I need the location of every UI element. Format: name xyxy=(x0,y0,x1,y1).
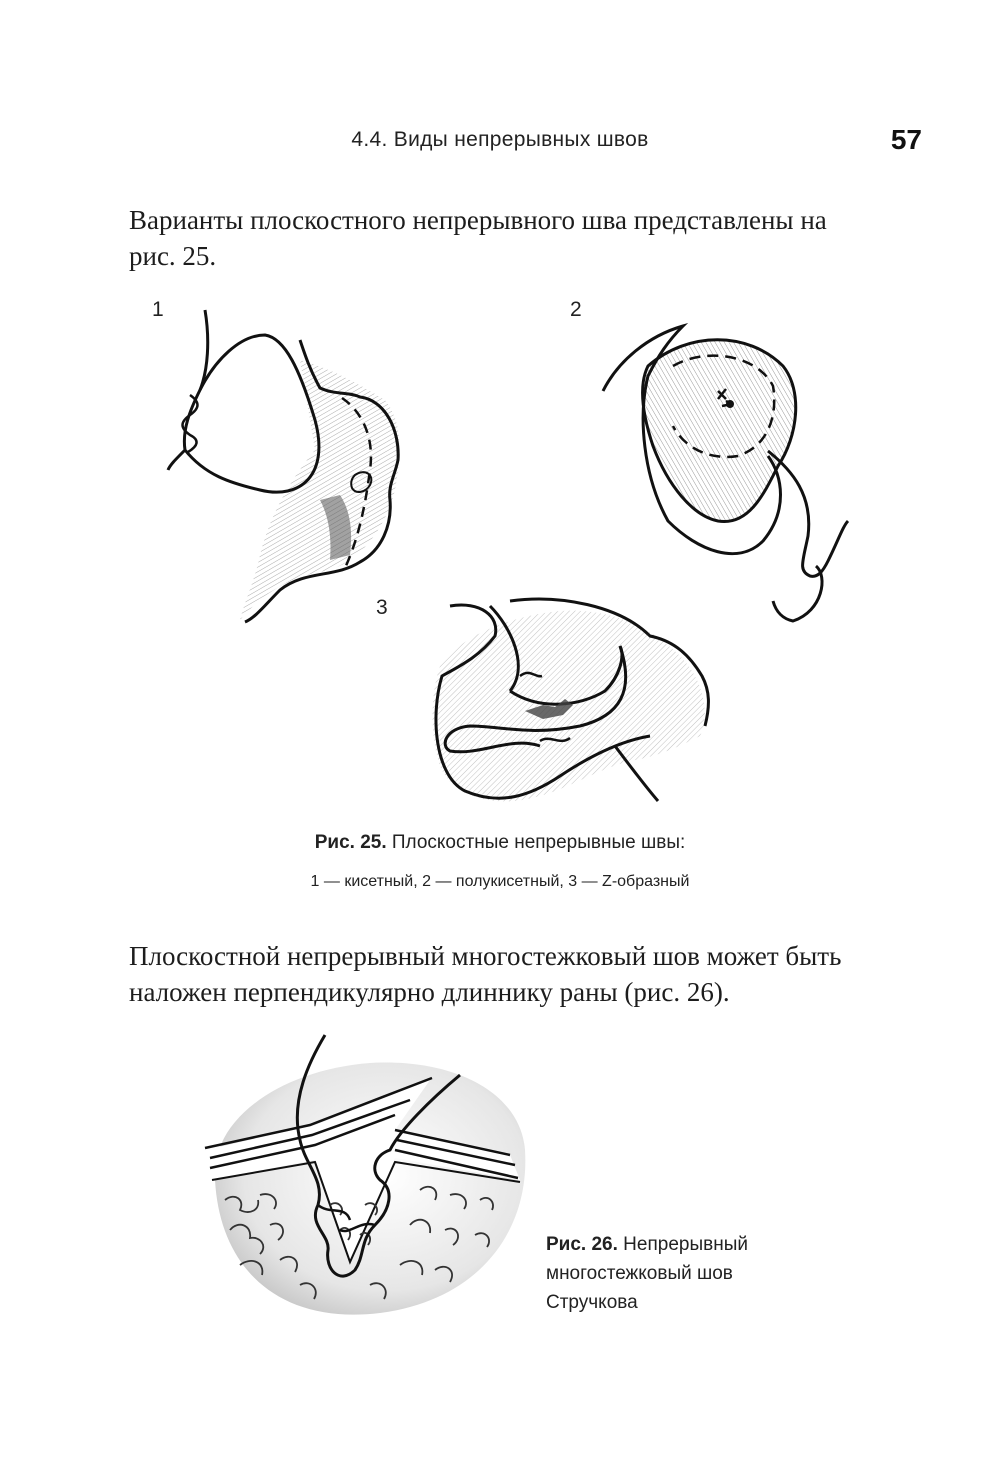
figure-25-caption-text: Плоскостные непрерывные швы: xyxy=(386,832,686,853)
figure-25-label-2: 2 xyxy=(570,298,582,321)
figure-25-caption-legend: 1 — кисетный, 2 — полукисетный, 3 — Z-образный xyxy=(310,873,690,890)
figure-25-label-3: 3 xyxy=(376,596,388,619)
figure-26-caption-prefix: Рис. 26. xyxy=(546,1234,618,1255)
struchkov-suture-illustration xyxy=(200,1030,530,1320)
semi-purse-string-suture-illustration xyxy=(598,316,858,626)
paragraph-intro: Варианты плоскостного непрерывного шва представлены на рис. 25. xyxy=(129,205,827,271)
paragraph-multistitch: Плоскостной непрерывный многостежковый шов может быть наложен перпендикулярно длиннику раны (рис. 26). xyxy=(129,941,842,1007)
figure-26-caption-text: Непрерывный многостежковый шов Стручкова xyxy=(546,1234,748,1313)
z-shaped-suture-illustration xyxy=(420,596,720,811)
page-number: 57 xyxy=(890,124,922,155)
purse-string-suture-illustration xyxy=(160,300,420,630)
figure-25-caption-prefix: Рис. 25. xyxy=(314,832,387,853)
figure-26-caption xyxy=(546,1230,826,1317)
running-header-title: 4.4. Виды непрерывных швов xyxy=(351,128,649,151)
figure-25-label-1: 1 xyxy=(152,298,164,321)
figure-25-caption xyxy=(0,832,1000,854)
